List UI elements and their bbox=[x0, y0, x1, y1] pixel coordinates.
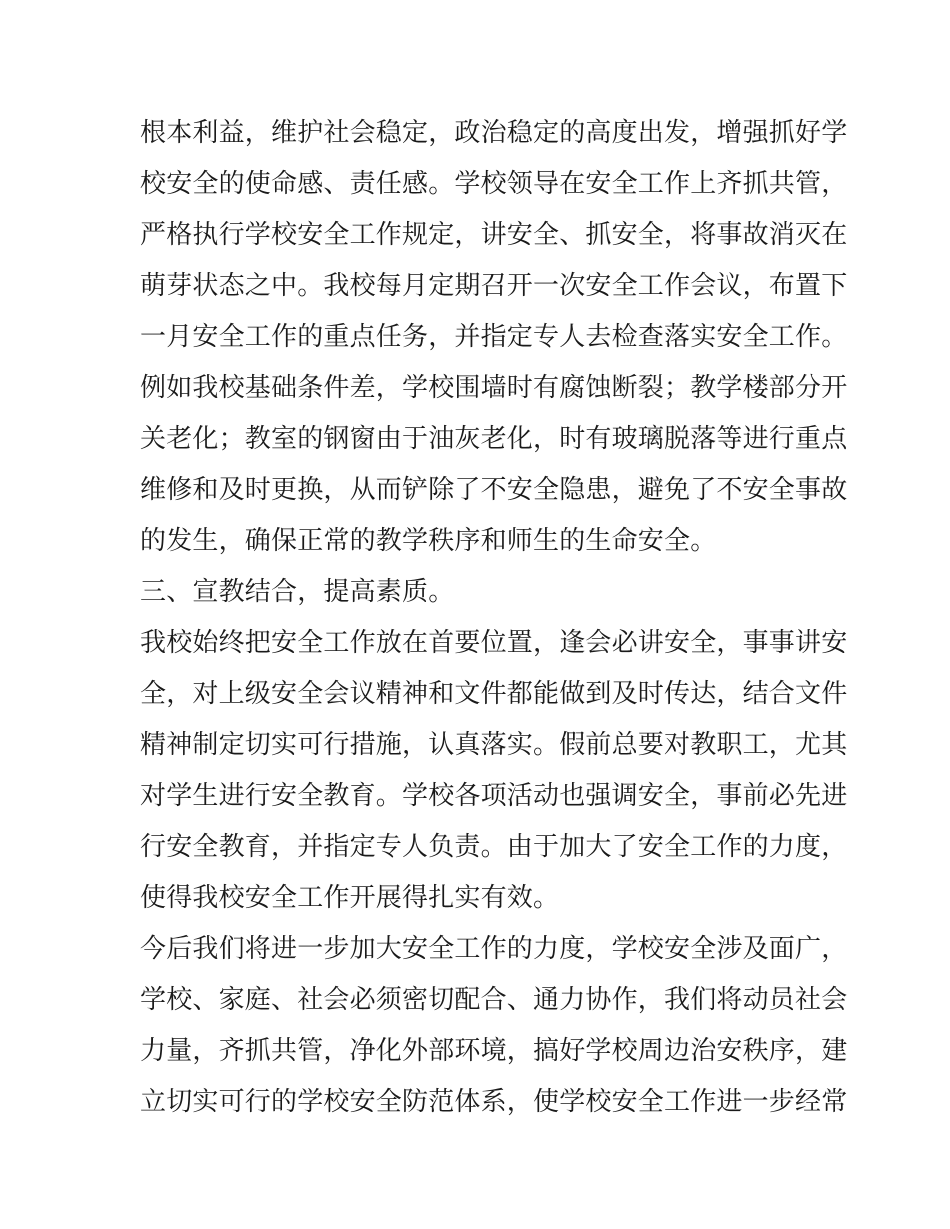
text-line: 萌芽状态之中。我校每月定期召开一次安全工作会议，布置下 bbox=[140, 271, 848, 301]
text-line: 学校、家庭、社会必须密切配合、通力协作，我们将动员社会 bbox=[140, 985, 848, 1015]
text-line: 我校始终把安全工作放在首要位置，逢会必讲安全，事事讲安 bbox=[140, 628, 848, 658]
text-line: 今后我们将进一步加大安全工作的力度，学校安全涉及面广， bbox=[140, 934, 848, 964]
text-line: 的发生，确保正常的教学秩序和师生的生命安全。 bbox=[140, 526, 717, 556]
text-line: 一月安全工作的重点任务，并指定专人去检查落实安全工作。 bbox=[140, 322, 848, 352]
text-line: 维修和及时更换，从而铲除了不安全隐患，避免了不安全事故 bbox=[140, 475, 848, 505]
text-line: 力量，齐抓共管，净化外部环境，搞好学校周边治安秩序，建 bbox=[140, 1036, 848, 1066]
text-line: 例如我校基础条件差，学校围墙时有腐蚀断裂；教学楼部分开 bbox=[140, 373, 848, 403]
text-line: 使得我校安全工作开展得扎实有效。 bbox=[140, 883, 560, 913]
text-line: 根本利益，维护社会稳定，政治稳定的高度出发，增强抓好学 bbox=[140, 118, 848, 148]
body-text bbox=[140, 108, 848, 1128]
text-line: 对学生进行安全教育。学校各项活动也强调安全，事前必先进 bbox=[140, 781, 848, 811]
text-line: 行安全教育，并指定专人负责。由于加大了安全工作的力度， bbox=[140, 832, 848, 862]
text-line: 全，对上级安全会议精神和文件都能做到及时传达，结合文件 bbox=[140, 679, 848, 709]
text-line: 严格执行学校安全工作规定，讲安全、抓安全，将事故消灭在 bbox=[140, 220, 848, 250]
text-line: 关老化；教室的钢窗由于油灰老化，时有玻璃脱落等进行重点 bbox=[140, 424, 848, 454]
section-heading: 三、宣教结合，提高素质。 bbox=[140, 577, 455, 607]
text-line: 立切实可行的学校安全防范体系，使学校安全工作进一步经常 bbox=[140, 1087, 848, 1117]
text-line: 精神制定切实可行措施，认真落实。假前总要对教职工，尤其 bbox=[140, 730, 848, 760]
text-line: 校安全的使命感、责任感。学校领导在安全工作上齐抓共管， bbox=[140, 169, 848, 199]
